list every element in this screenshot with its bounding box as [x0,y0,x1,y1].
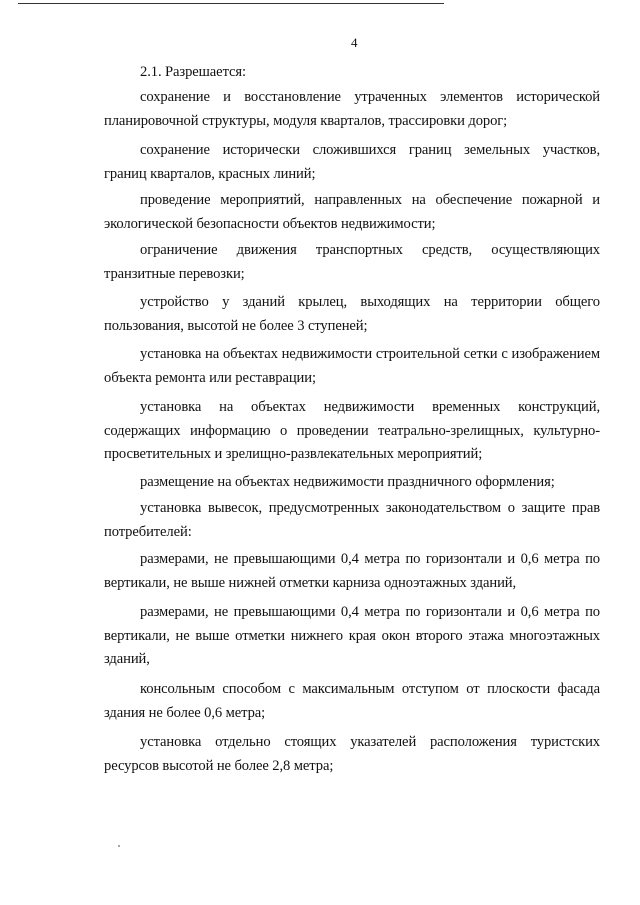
section-heading: 2.1. Разрешается: [140,64,246,80]
paragraph: размещение на объектах недвижимости праздничного оформления; [140,474,555,490]
paragraph: размерами, не превышающими 0,4 метра по горизонтали и 0,6 метра по вертикали, не выше нижней отметки карниза одноэтажных зданий, [104,551,600,591]
paragraph: проведение мероприятий, направленных на обеспечение пожарной и экологической безопасности объектов недвижимости; [104,192,600,232]
paragraph: сохранение и восстановление утраченных элементов исторической планировочной структуры, модуля кварталов, трассировки дорог; [104,89,600,129]
paragraph: установка отдельно стоящих указателей расположения туристских ресурсов высотой не более 2,8 метра; [104,734,600,774]
paragraph: устройство у зданий крылец, выходящих на территории общего пользования, высотой не более 3 ступеней; [104,294,600,334]
paragraph: сохранение исторически сложившихся границ земельных участков, границ кварталов, красных линий; [104,142,600,182]
paragraph: консольным способом с максимальным отступом от плоскости фасада здания не более 0,6 метра; [104,681,600,721]
scan-speck [118,845,120,847]
paragraph: установка на объектах недвижимости временных конструкций, содержащих информацию о проведении театрально-зрелищных, культурно-просветительных и зрелищно-развлекательных мероприятий; [104,399,600,462]
paragraph: установка вывесок, предусмотренных законодательством о защите прав потребителей: [104,500,600,540]
paragraph: размерами, не превышающими 0,4 метра по горизонтали и 0,6 метра по вертикали, не выше отметки нижнего края окон второго этажа многоэтажных зданий, [104,604,600,667]
paragraph: установка на объектах недвижимости строительной сетки с изображением объекта ремонта или реставрации; [104,346,600,386]
top-scan-rule [18,3,444,4]
page-number: 4 [351,35,358,50]
paragraph: ограничение движения транспортных средств, осуществляющих транзитные перевозки; [104,242,600,282]
